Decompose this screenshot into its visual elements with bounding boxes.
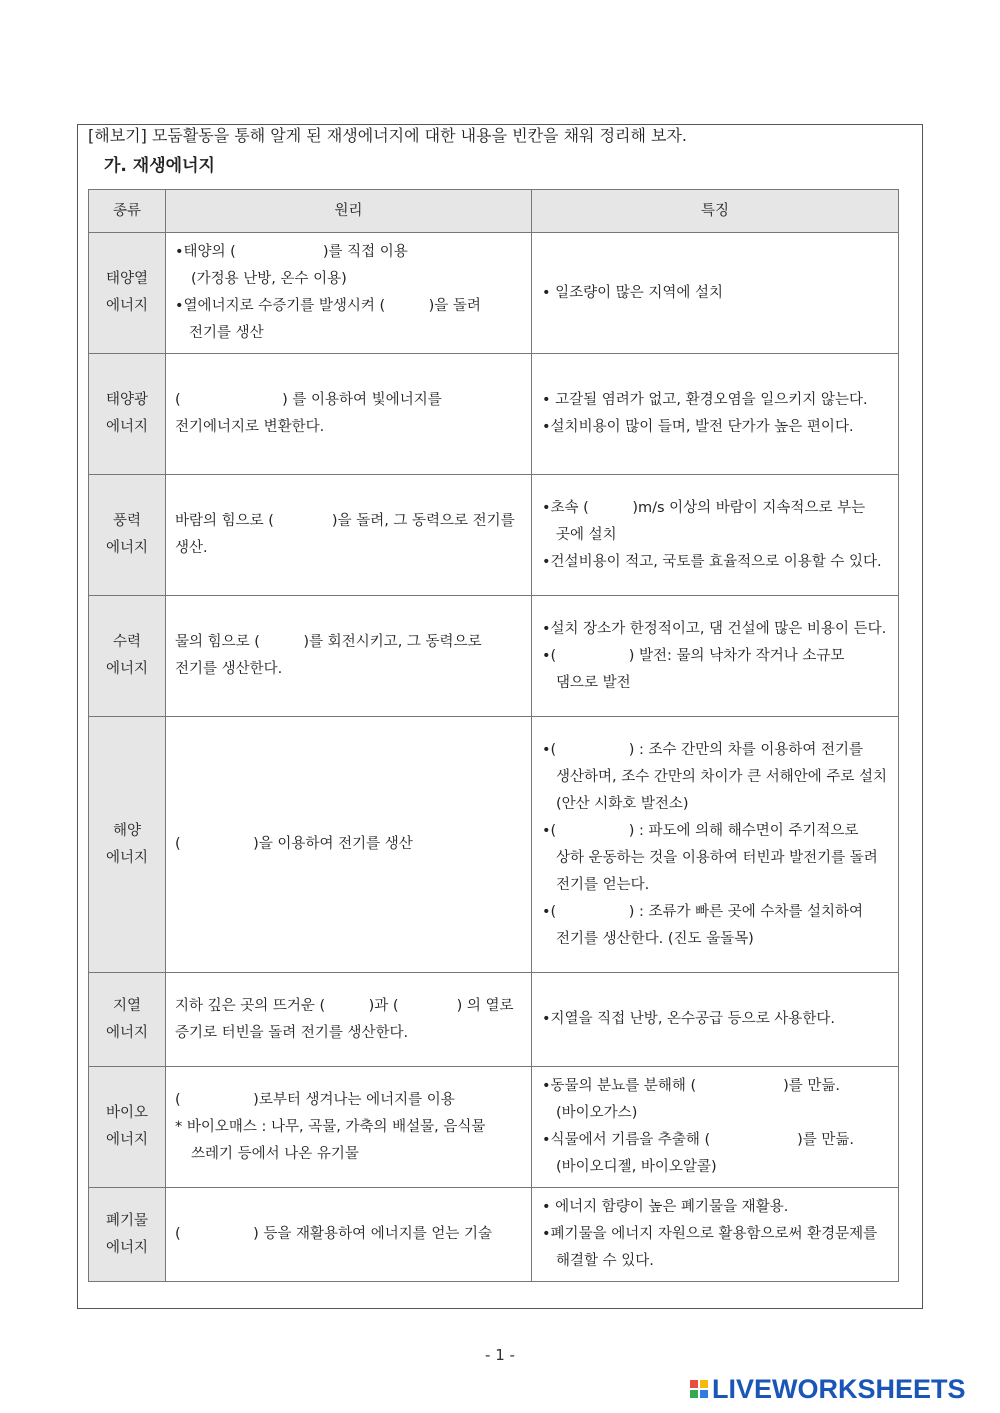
logo-block bbox=[700, 1390, 708, 1398]
feature-item: •지열을 직접 난방, 온수공급 등으로 사용한다. bbox=[542, 1011, 835, 1027]
feature-item: • 일조량이 많은 지역에 설치 bbox=[542, 284, 724, 301]
energy-type bbox=[89, 1188, 166, 1282]
section-title: 가. 재생에너지 bbox=[104, 156, 215, 176]
logo-block bbox=[690, 1380, 698, 1388]
energy-type bbox=[89, 1067, 166, 1188]
table-row bbox=[89, 973, 899, 1067]
principle-line: ( )로부터 생겨나는 에너지를 이용 bbox=[175, 1091, 455, 1108]
principle-line: ( )을 이용하여 전기를 생산 bbox=[175, 836, 413, 852]
type-name: 태양열 bbox=[105, 271, 149, 287]
liveworksheets-logo-icon bbox=[690, 1380, 708, 1398]
header-features: 특징 bbox=[532, 190, 899, 233]
table-row bbox=[89, 717, 899, 973]
type-suffix: 에너지 bbox=[105, 661, 149, 677]
table-row bbox=[89, 475, 899, 596]
type-suffix: 에너지 bbox=[105, 298, 149, 314]
feature-item: •( ) : 파도에 의해 해수면이 주기적으로 상하 운동하는 것을 이용하여 터빈과 발전기를 돌려 전기를 얻는다. bbox=[542, 822, 878, 893]
principle-cell bbox=[166, 233, 532, 354]
liveworksheets-watermark bbox=[690, 1374, 966, 1404]
feature-item: •식물에서 기름을 추출해 ( )를 만듦. (바이오디젤, 바이오알콜) bbox=[542, 1132, 855, 1175]
type-name: 바이오 bbox=[105, 1105, 149, 1121]
principle-line: •태양의 ( )를 직접 이용 bbox=[175, 244, 408, 260]
energy-type bbox=[89, 354, 166, 475]
feature-item: •( ) 발전: 물의 낙차가 작거나 소규모 댐으로 발전 bbox=[542, 647, 845, 691]
table-row bbox=[89, 354, 899, 475]
feature-item: • 에너지 함량이 높은 폐기물을 재활용. bbox=[542, 1199, 789, 1215]
principle-cell bbox=[166, 596, 532, 717]
principle-line: 바람의 힘으로 ( )을 돌려, 그 동력으로 전기를 생산. bbox=[175, 513, 515, 556]
feature-item: •동물의 분뇨를 분해해 ( )를 만듦. (바이오가스) bbox=[542, 1078, 840, 1121]
type-suffix: 에너지 bbox=[105, 540, 149, 556]
logo-block bbox=[690, 1390, 698, 1398]
page-number: - 1 - bbox=[485, 1346, 515, 1364]
feature-item: • 고갈될 염려가 없고, 환경오염을 일으키지 않는다. bbox=[542, 392, 868, 408]
energy-type bbox=[89, 596, 166, 717]
principle-cell bbox=[166, 1067, 532, 1188]
watermark-text: LIVEWORKSHEETS bbox=[712, 1373, 966, 1404]
principle-line: (가정용 난방, 온수 이용) bbox=[191, 271, 347, 287]
principle-line: 물의 힘으로 ( )를 회전시키고, 그 동력으로 전기를 생산한다. bbox=[175, 634, 482, 677]
table-row bbox=[89, 596, 899, 717]
type-name: 수력 bbox=[112, 634, 141, 650]
feature-item: •설치 장소가 한정적이고, 댐 건설에 많은 비용이 든다. bbox=[542, 620, 887, 637]
principle-cell bbox=[166, 475, 532, 596]
feature-cell bbox=[532, 973, 899, 1067]
feature-item: •( ) : 조류가 빠른 곳에 수차를 설치하여 전기를 생산한다. (진도 울돌목) bbox=[542, 903, 864, 947]
feature-item: •( ) : 조수 간만의 차를 이용하여 전기를 생산하며, 조수 간만의 차이가 큰 서해안에 주로 설치 (안산 시화호 발전소) bbox=[542, 741, 888, 812]
principle-cell bbox=[166, 973, 532, 1067]
type-name: 풍력 bbox=[112, 513, 141, 529]
table-row bbox=[89, 233, 899, 354]
header-type: 종류 bbox=[89, 190, 166, 233]
table-row bbox=[89, 1188, 899, 1282]
principle-line: ( ) 를 이용하여 빛에너지를 전기에너지로 변환한다. bbox=[175, 392, 442, 435]
intro-instruction: [해보기] 모둠활동을 통해 알게 된 재생에너지에 대한 내용을 빈칸을 채워 정리해 보자. bbox=[88, 126, 688, 145]
type-suffix: 에너지 bbox=[105, 1239, 149, 1256]
feature-cell bbox=[532, 596, 899, 717]
type-name: 태양광 bbox=[105, 392, 149, 408]
principle-line: 지하 깊은 곳의 뜨거운 ( )과 ( ) 의 열로 증기로 터빈을 돌려 전기를 생산한다. bbox=[175, 997, 514, 1041]
energy-type bbox=[89, 233, 166, 354]
principle-cell bbox=[166, 1188, 532, 1282]
feature-item: •건설비용이 적고, 국토를 효율적으로 이용할 수 있다. bbox=[542, 553, 882, 570]
feature-cell bbox=[532, 354, 899, 475]
table-row bbox=[89, 1067, 899, 1188]
type-suffix: 에너지 bbox=[105, 1132, 149, 1148]
energy-type bbox=[89, 973, 166, 1067]
type-suffix: 에너지 bbox=[105, 419, 149, 435]
type-suffix: 에너지 bbox=[105, 849, 149, 866]
biomass-note: * 바이오매스 : 나무, 곡물, 가축의 배설물, 음식물 쓰레기 등에서 나온 유기물 bbox=[175, 1118, 486, 1162]
energy-type bbox=[89, 717, 166, 973]
feature-item: •초속 ( )m/s 이상의 바람이 지속적으로 부는 곳에 설치 bbox=[542, 499, 866, 543]
principle-line: •열에너지로 수증기를 발생시켜 ( )을 돌려 전기를 생산 bbox=[175, 298, 481, 341]
feature-cell bbox=[532, 717, 899, 973]
feature-cell bbox=[532, 1067, 899, 1188]
type-suffix: 에너지 bbox=[105, 1024, 149, 1041]
feature-cell bbox=[532, 475, 899, 596]
type-name: 지열 bbox=[112, 997, 141, 1014]
feature-cell bbox=[532, 233, 899, 354]
principle-cell bbox=[166, 717, 532, 973]
table-header-row bbox=[89, 190, 899, 233]
feature-item: •설치비용이 많이 들며, 발전 단가가 높은 편이다. bbox=[542, 419, 854, 435]
principle-line: ( ) 등을 재활용하여 에너지를 얻는 기술 bbox=[175, 1226, 492, 1242]
energy-type bbox=[89, 475, 166, 596]
header-principle: 원리 bbox=[166, 190, 532, 233]
type-name: 해양 bbox=[112, 822, 141, 839]
feature-item: •폐기물을 에너지 자원으로 활용함으로써 환경문제를 해결할 수 있다. bbox=[542, 1226, 878, 1269]
principle-cell bbox=[166, 354, 532, 475]
feature-cell bbox=[532, 1188, 899, 1282]
logo-block bbox=[700, 1380, 708, 1388]
renewable-energy-table bbox=[88, 189, 899, 1282]
type-name: 폐기물 bbox=[105, 1212, 149, 1229]
